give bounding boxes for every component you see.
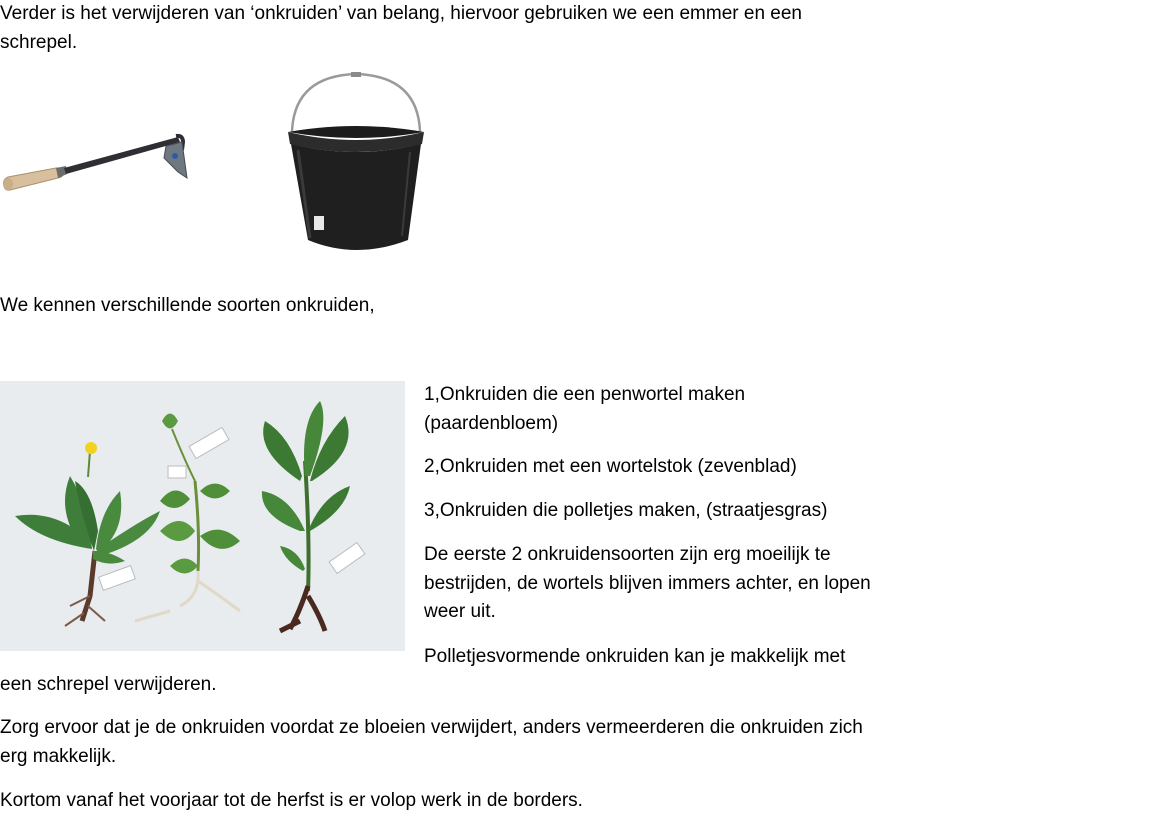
before-bloom-paragraph: Zorg ervoor dat je de onkruiden voordat ze bloeien verwijdert, anders vermeerderen die onkruiden zich erg makkelijk.: [0, 717, 863, 767]
polletjes-line-1: Polletjesvormende onkruiden kan je makkelijk met: [424, 646, 846, 667]
weed-type-1: 1,Onkruiden die een penwortel maken (paardenbloem): [424, 384, 746, 434]
weed-type-2: 2,Onkruiden met een wortelstok (zevenblad): [424, 456, 797, 477]
hard-to-control-paragraph: De eerste 2 onkruidensoorten zijn erg moeilijk te bestrijden, de wortels blijven immers achter, en lopen weer uit.: [424, 544, 871, 622]
weeds-image: [0, 381, 405, 651]
polletjes-line-2: een schrepel verwijderen.: [0, 674, 217, 695]
kinds-paragraph: We kennen verschillende soorten onkruiden,: [0, 295, 375, 316]
weed-type-3: 3,Onkruiden die polletjes maken, (straatjesgras): [424, 500, 828, 521]
hoe-image: [0, 120, 195, 205]
intro-paragraph: Verder is het verwijderen van ‘onkruiden’ van belang, hiervoor gebruiken we een emmer en een schrepel.: [0, 3, 802, 53]
bucket-image: [286, 70, 426, 255]
conclusion-paragraph: Kortom vanaf het voorjaar tot de herfst is er volop werk in de borders.: [0, 790, 583, 811]
